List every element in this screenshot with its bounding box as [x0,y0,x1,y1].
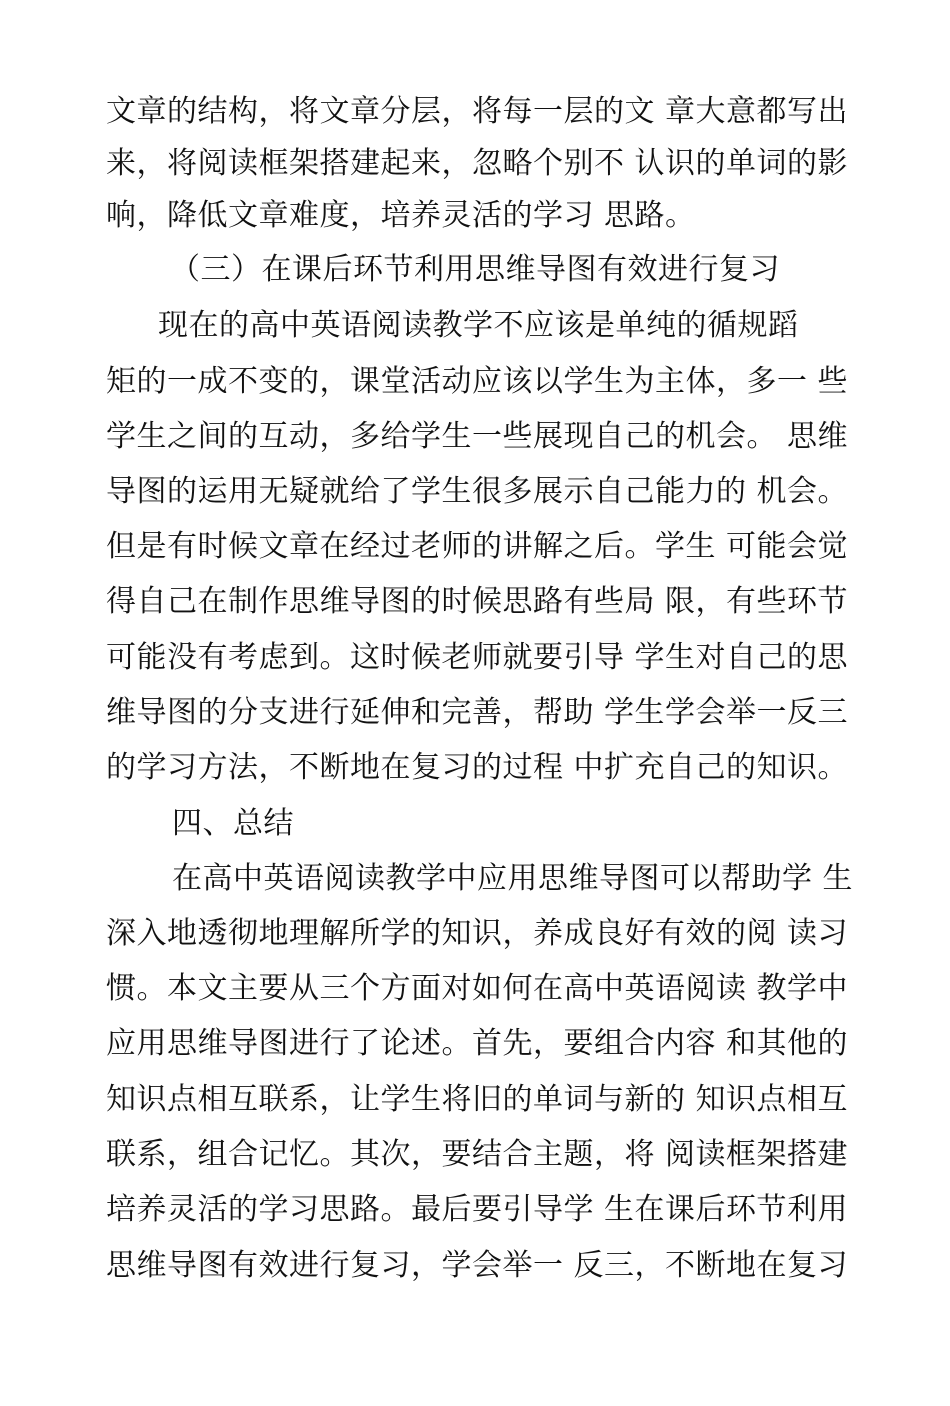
text-line: 深入地透彻地理解所学的知识，养成良好有效的阅 读习 [106,916,849,951]
text-line: 但是有时候文章在经过老师的讲解之后。学生 可能会觉 [106,529,849,564]
paragraph-first-line: 在高中英语阅读教学中应用思维导图可以帮助学 生 [172,861,854,896]
text-line: 文章的结构，将文章分层，将每一层的文 章大意都写出 [106,94,849,129]
text-line: 矩的一成不变的，课堂活动应该以学生为主体，多一 些 [106,364,849,399]
text-line: 维导图的分支进行延伸和完善，帮助 学生学会举一反三 [106,695,849,730]
text-line: 导图的运用无疑就给了学生很多展示自己能力的 机会。 [106,474,849,509]
text-line: 培养灵活的学习思路。最后要引导学 生在课后环节利用 [106,1192,849,1227]
section-heading: 四、总结 [172,806,294,841]
text-line: 可能没有考虑到。这时候老师就要引导 学生对自己的思 [106,640,849,675]
paragraph-first-line: 现在的高中英语阅读教学不应该是单纯的循规蹈 [158,308,799,343]
section-heading: （三）在课后环节利用思维导图有效进行复习 [170,252,780,287]
text-line: 学生之间的互动，多给学生一些展现自己的机会。 思维 [106,419,849,454]
text-line: 惯。本文主要从三个方面对如何在高中英语阅读 教学中 [106,971,849,1006]
text-line: 得自己在制作思维导图的时候思路有些局 限，有些环节 [106,584,849,619]
text-line: 应用思维导图进行了论述。首先，要组合内容 和其他的 [106,1026,849,1061]
text-line: 知识点相互联系，让学生将旧的单词与新的 知识点相互 [106,1082,849,1117]
text-line: 思维导图有效进行复习，学会举一 反三，不断地在复习 [106,1248,849,1283]
text-line: 的学习方法，不断地在复习的过程 中扩充自己的知识。 [106,750,849,785]
text-line: 响，降低文章难度，培养灵活的学习 思路。 [106,198,696,233]
text-line: 联系，组合记忆。其次，要结合主题，将 阅读框架搭建 [106,1137,849,1172]
text-line: 来，将阅读框架搭建起来，忽略个别不 认识的单词的影 [106,146,849,181]
